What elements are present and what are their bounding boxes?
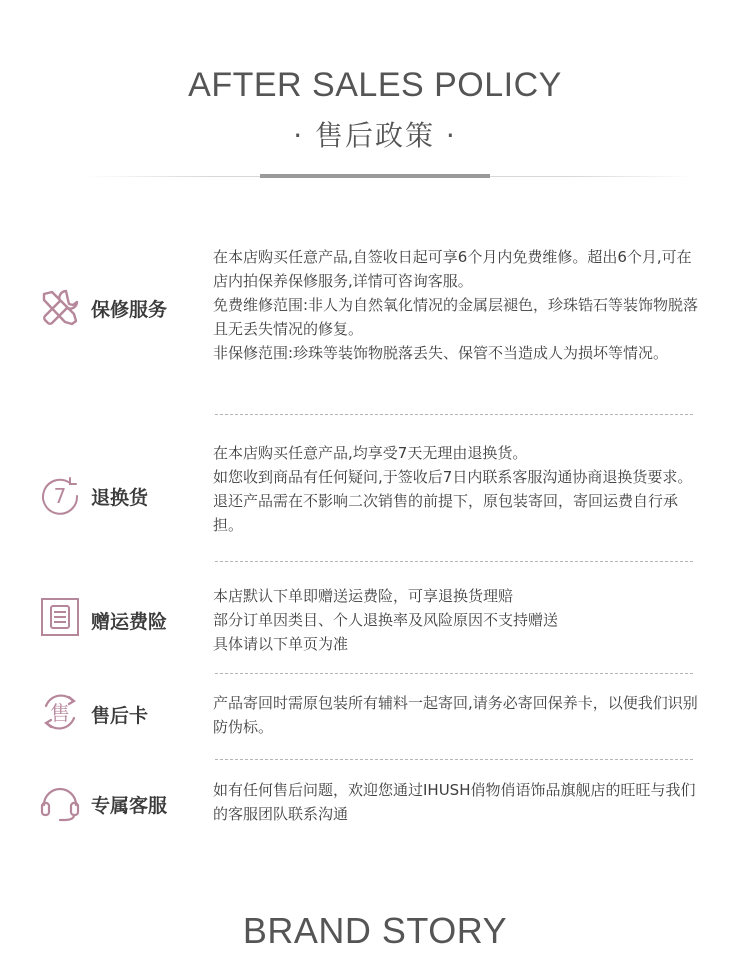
section-title: 保修服务 xyxy=(91,299,168,321)
card-icon-label: 售 xyxy=(50,701,70,725)
page-subtitle: · 售后政策 · xyxy=(293,119,457,152)
section-text xyxy=(213,245,703,365)
text-line: 如有任何售后问题，欢迎您通过IHUSH俏物俏语饰品旗舰店的旺旺与我们的客服团队联系沟通 xyxy=(213,781,696,823)
section-title: 赠运费险 xyxy=(91,611,168,633)
text-line: 具体请以下单页为准 xyxy=(213,635,349,653)
dashed-divider xyxy=(215,759,693,760)
return-7-icon xyxy=(40,476,80,516)
section-title: 售后卡 xyxy=(91,705,149,727)
section-text xyxy=(213,584,703,656)
after-sales-card-icon xyxy=(40,692,80,732)
dashed-divider xyxy=(215,561,693,562)
section-title: 专属客服 xyxy=(91,795,168,817)
dashed-divider xyxy=(215,673,693,674)
section-title: 退换货 xyxy=(91,487,149,509)
text-line: 在本店购买任意产品,自签收日起可享6个月内免费维修。超出6个月,可在店内拍保养保修服务,详情可咨询客服。 xyxy=(213,248,692,290)
header-accent-bar xyxy=(260,174,490,178)
text-line: 部分订单因类目、个人退换率及风险原因不支持赠送 xyxy=(213,611,559,629)
brand-story-title: BRAND STORY xyxy=(242,910,508,951)
text-line: 在本店购买任意产品,均享受7天无理由退换货。 xyxy=(213,444,528,462)
insurance-icon xyxy=(40,597,80,637)
section-text xyxy=(213,441,703,537)
text-line: 免费维修范围:非人为自然氧化情况的金属层褪色，珍珠锆石等装饰物脱落且无丢失情况的修复。 xyxy=(213,296,699,338)
text-line: 本店默认下单即赠送运费险，可享退换货理赔 xyxy=(213,587,514,605)
dashed-divider xyxy=(215,414,693,415)
section-text xyxy=(213,691,703,739)
tools-icon xyxy=(40,288,80,328)
text-line: 产品寄回时需原包装所有辅料一起寄回,请务必寄回保养卡，以便我们识别防伪标。 xyxy=(213,694,698,736)
page-title: AFTER SALES POLICY xyxy=(188,66,562,104)
text-line: 非保修范围:珍珠等装饰物脱落丢失、保管不当造成人为损坏等情况。 xyxy=(213,344,669,362)
return-7-label: 7 xyxy=(53,484,67,508)
section-text xyxy=(213,778,703,826)
text-line: 如您收到商品有任何疑问,于签收后7日内联系客服沟通协商退换货要求。退还产品需在不影响二次销售的前提下，原包装寄回，寄回运费自行承担。 xyxy=(213,468,693,534)
headset-icon xyxy=(40,783,80,823)
